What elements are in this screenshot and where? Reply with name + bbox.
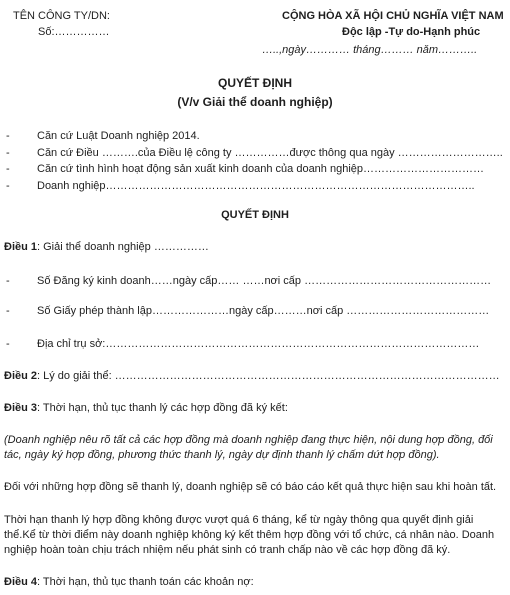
- article-1: [4, 241, 209, 253]
- base-text: Căn cứ tình hình hoạt động sản xuất kinh doanh của doanh nghiệp……………………………: [37, 163, 485, 175]
- article-4: [4, 576, 254, 588]
- list-dash: -: [6, 305, 10, 317]
- article-3-note: (Doanh nghiệp nêu rõ tất cả các hợp đồng mà doanh nghiệp đang thực hiện, nội dung hợp đồng, đối tác, ngày ký hợp đồng, phương thức thanh lý, ngày dự định thanh lý chấm dứt hợp đồng).: [4, 434, 493, 461]
- base-text: Căn cứ Điều ……….của Điều lệ công ty ……………được thông qua ngày ………………………..: [37, 147, 503, 159]
- article-1-label: Điều 1: [4, 241, 38, 253]
- list-dash: -: [6, 338, 10, 350]
- article-3-paragraph-2: Thời hạn thanh lý hợp đồng không được vượt quá 6 tháng, kể từ ngày thông qua quyết định giải thể.Kể từ thời điểm này doanh nghiệp không ký kết thêm hợp đồng với tổ chức, cá nhân nào. Doanh nghiệp hoàn toàn chịu trách nhiệm nếu phát sinh có tranh chấp nào về các hợp đồng đã ký.: [4, 514, 495, 556]
- company-name-label: TÊN CÔNG TY/DN:: [13, 10, 110, 22]
- national-motto: Độc lập -Tự do-Hạnh phúc: [342, 26, 481, 38]
- detail-text: Số Đăng ký kinh doanh……ngày cấp…… ……nơi cấp ……………………………………………: [37, 275, 492, 287]
- republic-title: CỘNG HÒA XÃ HỘI CHỦ NGHĨA VIỆT NAM: [282, 10, 504, 22]
- article-4-text: : Thời hạn, thủ tục thanh toán các khoản nợ:: [37, 576, 254, 588]
- document-title: QUYẾT ĐỊNH: [217, 76, 292, 90]
- list-dash: -: [6, 163, 10, 175]
- article-3: [4, 402, 288, 414]
- article-3-label: Điều 3: [4, 402, 38, 414]
- article-2-text: : Lý do giải thể: ……………………………………………………………………………………………: [37, 370, 500, 382]
- document-subject: (V/v Giải thể doanh nghiệp): [177, 95, 333, 109]
- article-2-label: Điều 2: [4, 370, 38, 382]
- list-dash: -: [6, 275, 10, 287]
- article-1-text: : Giải thể doanh nghiệp ……………: [37, 241, 209, 253]
- list-dash: -: [6, 180, 10, 192]
- detail-text: Số Giấy phép thành lập…………………ngày cấp………nơi cấp …………………………………: [37, 305, 490, 317]
- decision-heading: QUYẾT ĐỊNH: [221, 209, 289, 221]
- article-4-label: Điều 4: [4, 576, 38, 588]
- detail-text: Địa chỉ trụ sở:…………………………………………………………………………………………: [37, 338, 480, 350]
- base-text: Căn cứ Luật Doanh nghiệp 2014.: [37, 130, 200, 142]
- list-dash: -: [6, 147, 10, 159]
- date-line: …..,ngày………… tháng……… năm………..: [262, 44, 478, 56]
- article-3-text: : Thời hạn, thủ tục thanh lý các hợp đồng đã ký kết:: [37, 402, 288, 414]
- article-2: [4, 370, 500, 382]
- list-dash: -: [6, 130, 10, 142]
- base-text: Doanh nghiệp………………………………………………………………………………………..: [37, 180, 475, 192]
- document-number-label: Số:……………: [38, 26, 110, 38]
- article-3-paragraph-1: Đối với những hợp đồng sẽ thanh lý, doanh nghiệp sẽ có báo cáo kết quả thực hiện sau khi hoàn tất.: [4, 481, 497, 493]
